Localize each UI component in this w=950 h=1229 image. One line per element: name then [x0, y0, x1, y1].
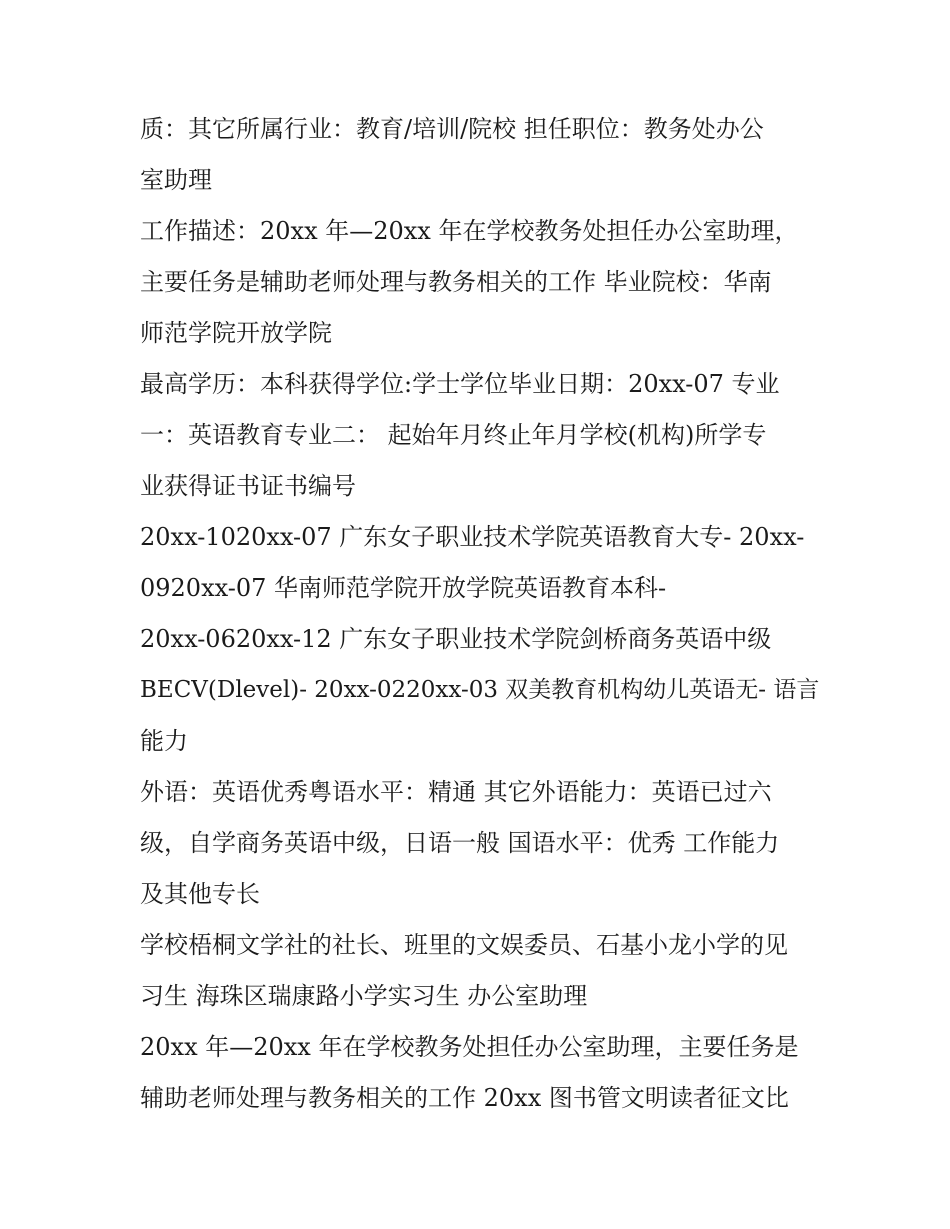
text-line: 习生 海珠区瑞康路小学实习生 办公室助理 [140, 982, 588, 1010]
text-line: 师范学院开放学院 [140, 319, 332, 347]
text-line: 外语：英语优秀粤语水平：精通 其它外语能力：英语已过六 [140, 778, 772, 806]
text-line: 0920xx-07 华南师范学院开放学院英语教育本科- [140, 574, 667, 602]
text-line: 业获得证书证书编号 [140, 472, 356, 500]
text-line: 室助理 [140, 166, 212, 194]
text-line: 20xx 年—20xx 年在学校教务处担任办公室助理，主要任务是 [140, 1033, 799, 1061]
text-line: 辅助老师处理与教务相关的工作 20xx 图书管文明读者征文比 [140, 1084, 789, 1112]
text-line: 最高学历：本科获得学位:学士学位毕业日期：20xx-07 专业 [140, 370, 780, 398]
text-line: 一：英语教育专业二： 起始年月终止年月学校(机构)所学专 [140, 421, 767, 449]
text-line: 质：其它所属行业：教育/培训/院校 担任职位：教务处办公 [140, 115, 764, 143]
text-line: 20xx-1020xx-07 广东女子职业技术学院英语教育大专- 20xx- [140, 523, 805, 551]
text-line: 及其他专长 [140, 880, 260, 908]
text-line: BECV(Dlevel)- 20xx-0220xx-03 双美教育机构幼儿英语无- 语言 [140, 677, 820, 703]
document-body [140, 104, 820, 1124]
text-line: 级，自学商务英语中级，日语一般 国语水平：优秀 工作能力 [140, 829, 780, 857]
text-line: 学校梧桐文学社的社长、班里的文娱委员、石基小龙小学的见 [140, 931, 788, 959]
text-line: 能力 [140, 727, 188, 755]
text-line: 20xx-0620xx-12 广东女子职业技术学院剑桥商务英语中级 [140, 625, 772, 653]
text-line: 主要任务是辅助老师处理与教务相关的工作 毕业院校：华南 [140, 268, 772, 296]
text-line: 工作描述：20xx 年—20xx 年在学校教务处担任办公室助理， [140, 217, 799, 245]
